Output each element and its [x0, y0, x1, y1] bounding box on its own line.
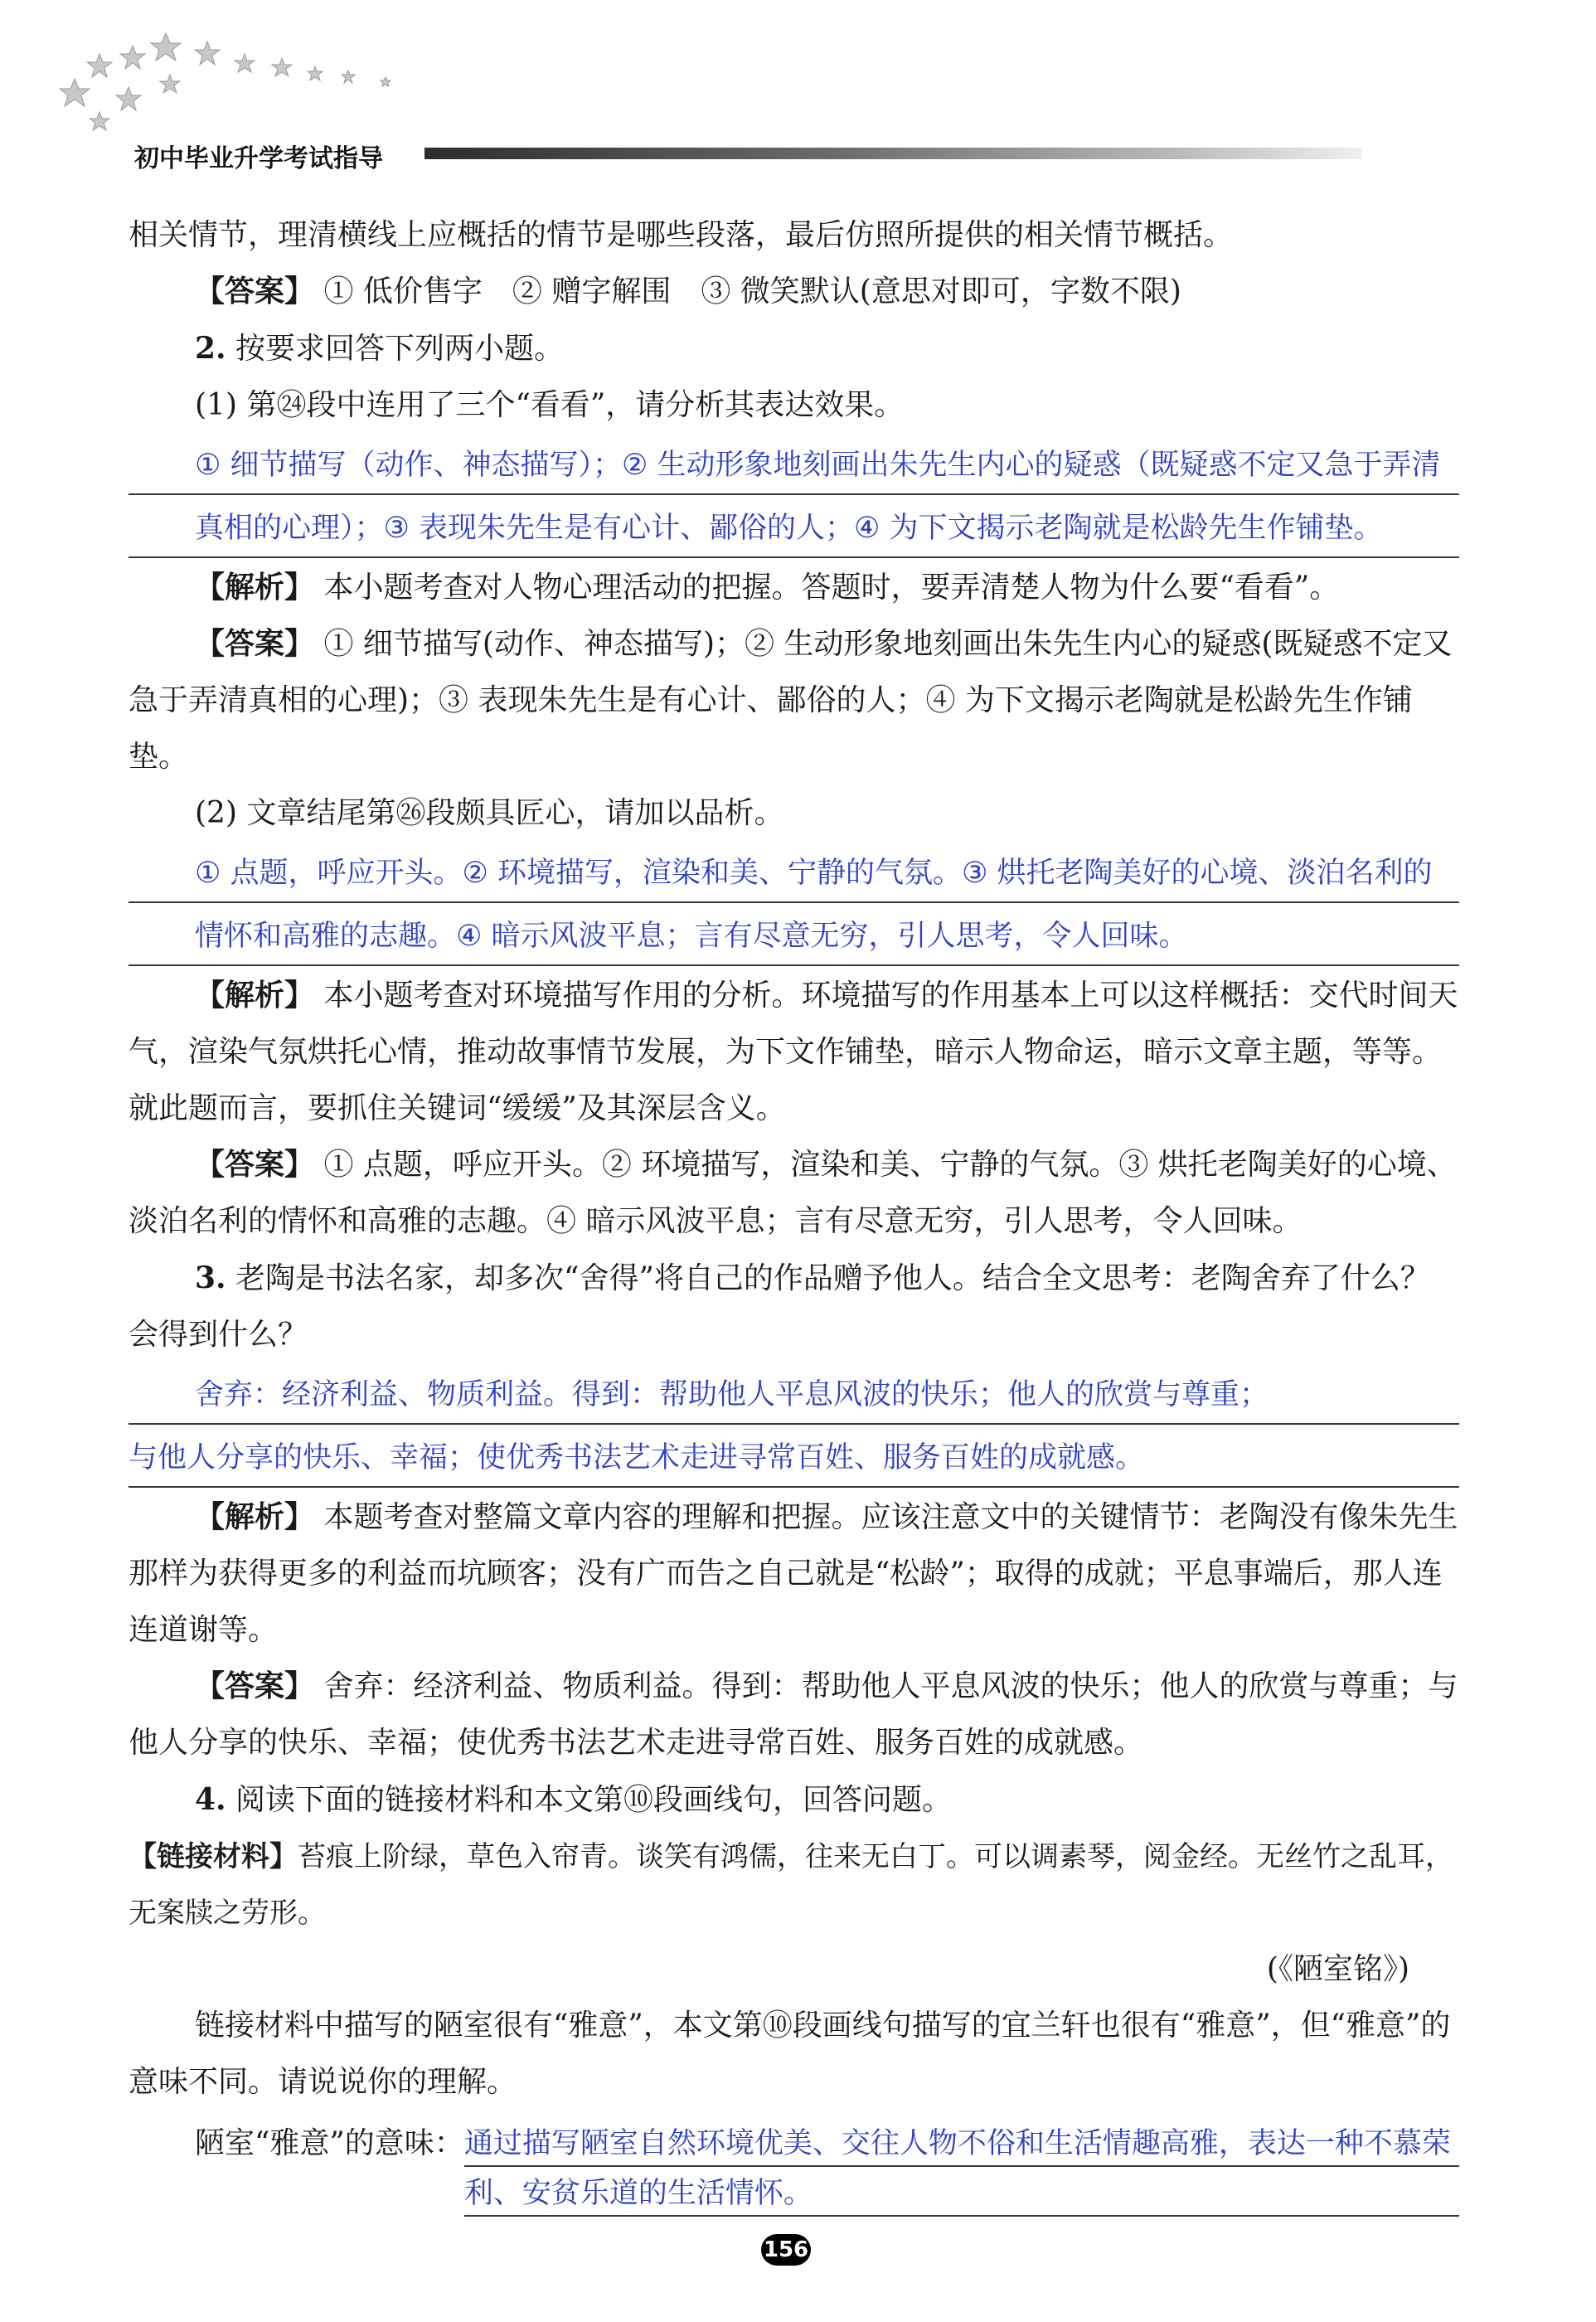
- header-title: 初中毕业升学考试指导: [134, 144, 383, 173]
- q2-sub1-analysis-text: 本小题考查对人物心理活动的把握。答题时，要弄清楚人物为什么要“看看”。: [314, 571, 1340, 605]
- q4-text: 阅读下面的链接材料和本文第⑩段画线句，回答问题。: [226, 1783, 953, 1817]
- page-content: [129, 207, 1459, 2218]
- answer-tag: 【答案】: [195, 1148, 315, 1182]
- q4-question: 链接材料中描写的陋室很有“雅意”，本文第⑩段画线句描写的宜兰轩也很有“雅意”，但“雅意”的意味不同。请说说你的理解。: [129, 2009, 1451, 2099]
- star-icon: [160, 75, 180, 93]
- star-icon: [342, 70, 355, 83]
- q4-fill-label: 陋室“雅意”的意味：: [195, 2126, 464, 2160]
- analysis-tag: 【解析】: [195, 1500, 315, 1534]
- link-tag: 【链接材料】: [129, 1840, 298, 1873]
- q4-number: 4.: [195, 1782, 226, 1817]
- q2-sub2-handwritten-answer: ① 点题，呼应开头。② 环境描写，渲染和美、宁静的气氛。③ 烘托老陶美好的心境、淡泊名利的情怀和高雅的志趣。④ 暗示风波平息；言有尽意无穷，引人思考，令人回味。: [129, 842, 1459, 968]
- q3-handwritten-line-2: 与他人分享的快乐、幸福；使优秀书法艺术走进寻常百姓、服务百姓的成就感。: [129, 1426, 1459, 1489]
- star-icon: [272, 58, 292, 76]
- header-rule: [424, 148, 1361, 159]
- q3-heading: [129, 1250, 1459, 1363]
- q4-source: (《陋室铭》): [1266, 1952, 1409, 1986]
- decorative-stars: [50, 21, 448, 153]
- q2-sub1-handwritten-answer: ① 细节描写（动作、神态描写）；② 生动形象地刻画出朱先生内心的疑惑（既疑惑不定又急于弄清真相的心理）；③ 表现朱先生是有心计、鄙俗的人；④ 为下文揭示老陶就是松龄先生作铺垫。: [129, 434, 1459, 560]
- q3-text: 老陶是书法名家，却多次“舍得”将自己的作品赠予他人。结合全文思考：老陶舍弃了什么？会得到什么？: [129, 1261, 1430, 1352]
- q1-answer-text: ① 低价售字 ② 赠字解围 ③ 微笑默认(意思对即可，字数不限): [314, 274, 1181, 308]
- q2-sub1-question: (1) 第㉔段中连用了三个“看看”，请分析其表达效果。: [195, 388, 905, 422]
- answer-tag: 【答案】: [195, 274, 315, 308]
- q4-fill-row: [129, 2116, 1459, 2218]
- q1-tail-text: 相关情节，理清横线上应概括的情节是哪些段落，最后仿照所提供的相关情节概括。: [129, 218, 1234, 252]
- q2-sub1-analysis: [129, 560, 1459, 616]
- q3-analysis: [129, 1489, 1459, 1659]
- q3-answer: [129, 1659, 1459, 1771]
- page-number: 156: [761, 2234, 811, 2266]
- q2-heading: [129, 320, 1459, 377]
- q3-answer-text: 舍弃：经济利益、物质利益。得到：帮助他人平息风波的快乐；他人的欣赏与尊重；与他人分享的快乐、幸福；使优秀书法艺术走进寻常百姓、服务百姓的成就感。: [129, 1669, 1458, 1760]
- star-icon: [195, 41, 220, 65]
- q2-number: 2.: [195, 331, 226, 366]
- q4-link-material: [129, 1829, 1459, 1941]
- q2-sub2-question: (2) 文章结尾第㉖段颇具匠心，请加以品析。: [195, 796, 784, 830]
- q3-number: 3.: [195, 1261, 226, 1295]
- star-icon: [151, 33, 181, 61]
- q3-analysis-text: 本题考查对整篇文章内容的理解和把握。应该注意文中的关键情节：老陶没有像朱先生那样为获得更多的利益而坑顾客；没有广而告之自己就是“松龄”；取得的成就；平息事端后，那人连连道谢等。: [129, 1500, 1458, 1647]
- q4-link-text: 苔痕上阶绿，草色入帘青。谈笑有鸿儒，往来无白丁。可以调素琴，阅金经。无丝竹之乱耳，无案牍之劳形。: [129, 1840, 1453, 1930]
- q2-text: 按要求回答下列两小题。: [226, 332, 565, 366]
- star-icon: [90, 112, 109, 130]
- q2-sub1-answer-text: ① 细节描写(动作、神态描写)；② 生动形象地刻画出朱先生内心的疑惑(既疑惑不定又急于弄清真相的心理)；③ 表现朱先生是有心计、鄙俗的人；④ 为下文揭示老陶就是松龄先生作铺垫。: [129, 627, 1453, 774]
- star-icon: [120, 46, 145, 69]
- q2-sub2-answer: [129, 1137, 1459, 1250]
- star-icon: [60, 79, 90, 106]
- analysis-tag: 【解析】: [195, 571, 315, 605]
- star-icon: [87, 54, 112, 77]
- star-icon: [308, 66, 323, 80]
- q3-handwritten-line-1: 舍弃：经济利益、物质利益。得到：帮助他人平息风波的快乐；他人的欣赏与尊重；: [129, 1363, 1459, 1426]
- q1-answer: [129, 264, 1459, 320]
- star-icon: [235, 54, 255, 72]
- q4-fill-answer: 通过描写陋室自然环境优美、交往人物不俗和生活情趣高雅，表达一种不慕荣利、安贫乐道的生活情怀。: [464, 2119, 1459, 2218]
- analysis-tag: 【解析】: [195, 979, 315, 1013]
- star-icon: [381, 77, 391, 86]
- q2-sub2-analysis-text: 本小题考查对环境描写作用的分析。环境描写的作用基本上可以这样概括：交代时间天气，渲染气氛烘托心情，推动故事情节发展，为下文作铺垫，暗示人物命运，暗示文章主题，等等。就此题而言，要抓住关键词“缓缓”及其深层含义。: [129, 979, 1458, 1125]
- q2-sub1-answer: [129, 616, 1459, 785]
- q2-sub2-answer-text: ① 点题，呼应开头。② 环境描写，渲染和美、宁静的气氛。③ 烘托老陶美好的心境、淡泊名利的情怀和高雅的志趣。④ 暗示风波平息；言有尽意无穷，引人思考，令人回味。: [129, 1148, 1457, 1238]
- q2-sub2-analysis: [129, 968, 1459, 1137]
- star-icon: [116, 87, 141, 110]
- answer-tag: 【答案】: [195, 1669, 315, 1703]
- q4-heading: [129, 1771, 1459, 1829]
- answer-tag: 【答案】: [195, 627, 315, 661]
